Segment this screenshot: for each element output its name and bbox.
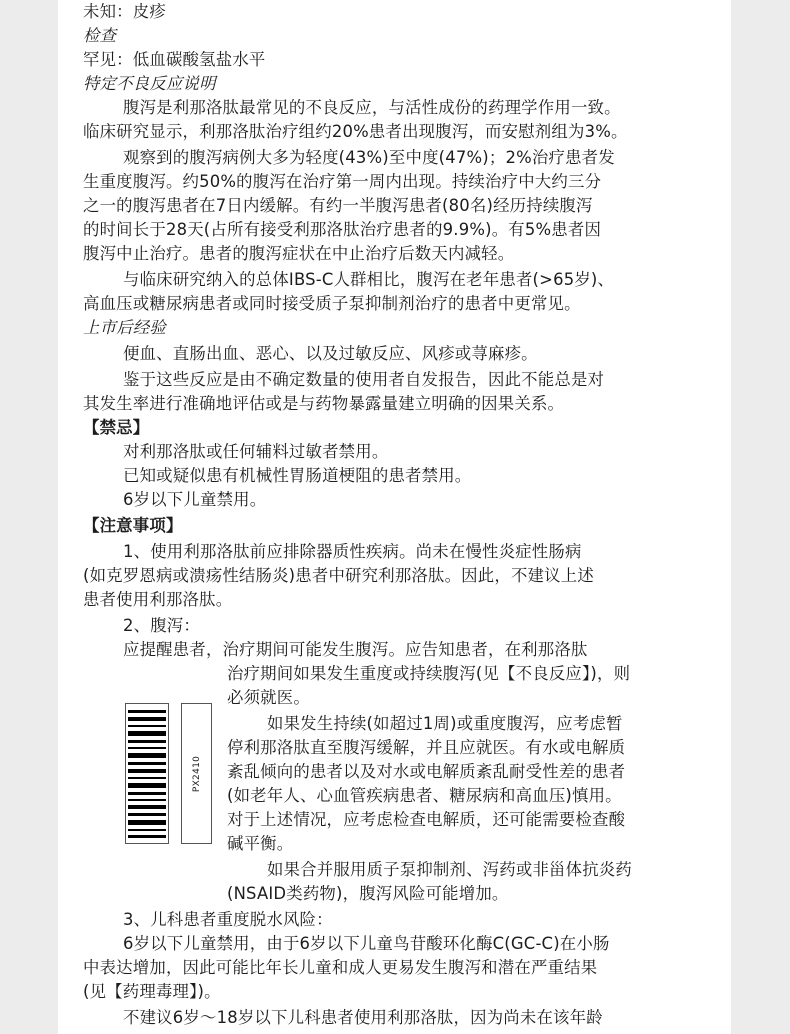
text-line: 中表达增加，因此可能比年长儿童和成人更易发生腹泻和潜在严重结果 — [83, 958, 598, 977]
text-line: 之一的腹泻患者在7日内缓解。有约一半腹泻患者(80名)经历持续腹泻 — [83, 196, 593, 215]
text-line: 鉴于这些反应是由不确定数量的使用者自发报告，因此不能总是对 — [123, 370, 605, 389]
text-line: (如老年人、心血管疾病患者、糖尿病和高血压)慎用。 — [227, 786, 622, 805]
text-line: (如克罗恩病或溃疡性结肠炎)患者中研究利那洛肽。因此，不建议上述 — [83, 566, 594, 585]
text-line: 停利那洛肽直至腹泻缓解，并且应就医。有水或电解质 — [227, 738, 626, 757]
text-line: 与临床研究纳入的总体IBS-C人群相比，腹泻在老年患者(>65岁)、 — [123, 270, 615, 289]
text-line: 的时间长于28天(占所有接受利那洛肽治疗患者的9.9%)。有5%患者因 — [83, 220, 602, 239]
text-line: 对于上述情况，应考虑检查电解质，还可能需要检查酸 — [227, 810, 626, 829]
section-heading: 【禁忌】 — [83, 418, 150, 437]
text-line: 便血、直肠出血、恶心、以及过敏反应、风疹或荨麻疹。 — [123, 344, 538, 363]
text-line: 罕见：低血碳酸氢盐水平 — [83, 50, 266, 69]
barcode-code-box — [181, 703, 212, 844]
text-line: 其发生率进行准确地评估或是与药物暴露量建立明确的因果关系。 — [83, 394, 565, 413]
text-line: 碱平衡。 — [227, 834, 294, 853]
text-line: 治疗期间如果发生重度或持续腹泻(见【不良反应】)，则 — [227, 664, 631, 683]
text-line: 6岁以下儿童禁用。 — [123, 490, 267, 509]
subsection-heading: 检查 — [83, 26, 117, 45]
subsection-heading: 上市后经验 — [83, 318, 166, 337]
text-line: 必须就医。 — [227, 688, 310, 707]
text-line: (见【药理毒理】)。 — [83, 982, 221, 1001]
text-line: 患者使用利那洛肽。 — [83, 590, 233, 609]
text-line: 6岁以下儿童禁用，由于6岁以下儿童鸟苷酸环化酶C(GC-C)在小肠 — [123, 934, 610, 953]
text-line: 紊乱倾向的患者以及对水或电解质紊乱耐受性差的患者 — [227, 762, 626, 781]
text-line: 高血压或糖尿病患者或同时接受质子泵抑制剂治疗的患者中更常见。 — [83, 294, 581, 313]
text-line: 应提醒患者，治疗期间可能发生腹泻。应告知患者，在利那洛肽 — [123, 640, 588, 659]
text-line: 生重度腹泻。约50%的腹泻在治疗第一周内出现。持续治疗中大约三分 — [83, 172, 602, 191]
barcode-code-label: PX2410 — [191, 755, 202, 792]
text-line: 腹泻是利那洛肽最常见的不良反应，与活性成份的药理学作用一致。 — [123, 98, 621, 117]
text-line: 1、使用利那洛肽前应排除器质性疾病。尚未在慢性炎症性肠病 — [123, 542, 582, 561]
text-line: 如果发生持续(如超过1周)或重度腹泻，应考虑暂 — [267, 714, 623, 733]
section-heading: 【注意事项】 — [83, 516, 183, 535]
text-line: 临床研究显示，利那洛肽治疗组约20%患者出现腹泻，而安慰剂组为3%。 — [83, 122, 628, 141]
text-line: (NSAID类药物)，腹泻风险可能增加。 — [227, 884, 509, 903]
text-line: 已知或疑似患有机械性胃肠道梗阻的患者禁用。 — [123, 466, 472, 485]
text-line: 对利那洛肽或任何辅料过敏者禁用。 — [123, 442, 389, 461]
text-line: 不建议6岁～18岁以下儿科患者使用利那洛肽，因为尚未在该年龄 — [123, 1008, 603, 1027]
text-line: 观察到的腹泻病例大多为轻度(43%)至中度(47%)；2%治疗患者发 — [123, 148, 615, 167]
text-line: 2、腹泻： — [123, 616, 200, 635]
text-line: 3、儿科患者重度脱水风险： — [123, 910, 333, 929]
subsection-heading: 特定不良反应说明 — [83, 74, 216, 93]
barcode-graphic — [125, 703, 169, 844]
text-line: 如果合并服用质子泵抑制剂、泻药或非甾体抗炎药 — [267, 860, 632, 879]
text-line: 未知：皮疹 — [83, 2, 166, 21]
text-line: 腹泻中止治疗。患者的腹泻症状在中止治疗后数天内减轻。 — [83, 244, 515, 263]
